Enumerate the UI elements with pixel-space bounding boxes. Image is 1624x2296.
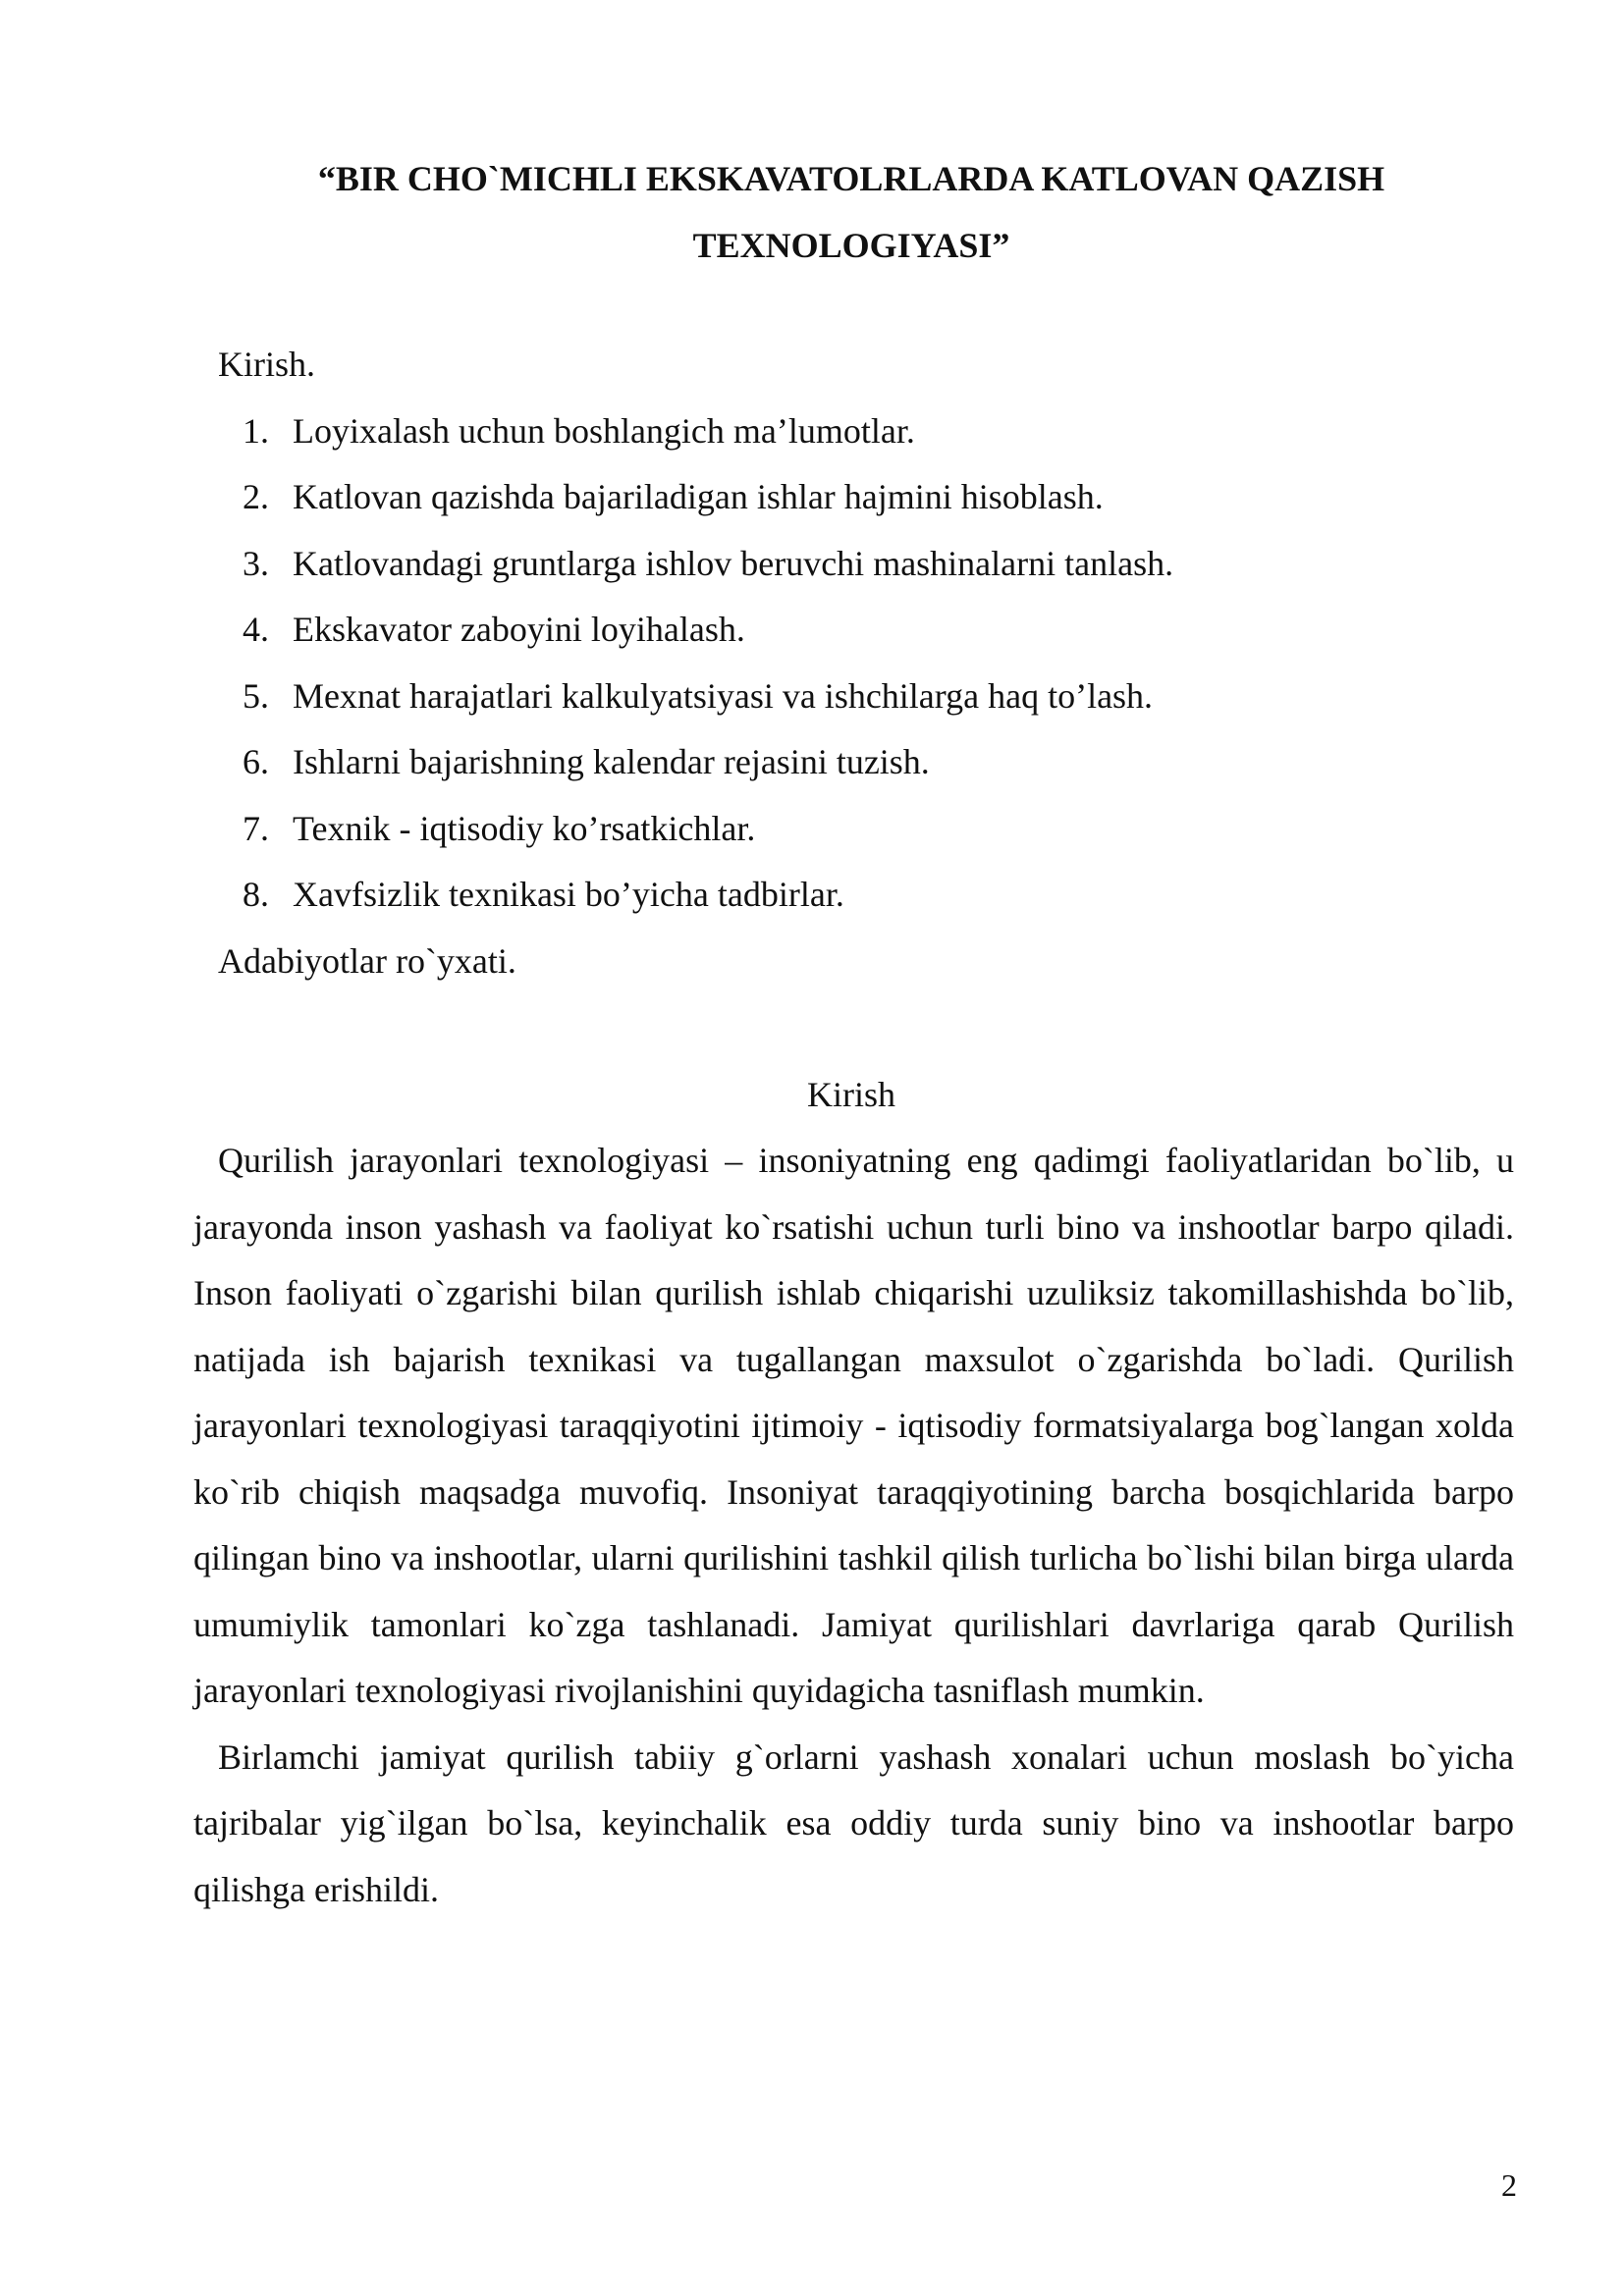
toc-item-text: Loyixalash uchun boshlangich ma’lumotlar. xyxy=(293,410,915,451)
document-title: “BIR CHO`MICHLI EKSKAVATOLRLARDA KATLOVAN QAZISH TEXNOLOGIYASI” xyxy=(317,159,1385,265)
toc-item xyxy=(218,464,1514,531)
paragraph: Qurilish jarayonlari texnologiyasi – insoniyatning eng qadimgi faoliyatlaridan bo`lib, u jarayonda inson yashash va faoliyat ko`rsatishi uchun turli bino va inshootlar barpo qiladi. Inson faoliyati o`zgarishi bilan qurilish ishlab chiqarishi uzuliksiz takomillashishda bo`lib, natijada ish bajarish texnikasi va tugallangan maxsulot o`zgarishda bo`ladi. Qurilish jarayonlari texnologiyasi taraqqiyotini ijtimoiy - iqtisodiy formatsiyalarga bog`langan xolda ko`rib chiqish maqsadga muvofiq. Insoniyat taraqqiyotining barcha bosqichlarida barpo qilingan bino va inshootlar, ularni qurilishini tashkil qilish turlicha bo`lishi bilan birga ularda umumiylik tamonlari ko`zga tashlanadi. Jamiyat qurilishlari davrlariga qarab Qurilish jarayonlari texnologiyasi rivojlanishini quyidagicha tasniflash mumkin. xyxy=(193,1141,1514,1710)
toc-item-text: Katlovan qazishda bajariladigan ishlar hajmini hisoblash. xyxy=(293,477,1104,516)
toc-item-number: 8. xyxy=(243,875,269,914)
section-heading: Kirish xyxy=(807,1075,895,1114)
toc-item-text: Ekskavator zaboyini loyihalash. xyxy=(293,610,745,649)
toc-item-text: Ishlarni bajarishning kalendar rejasini tuzish. xyxy=(293,742,930,781)
table-of-contents xyxy=(218,332,1514,994)
toc-item-number: 6. xyxy=(243,742,269,781)
toc-list xyxy=(218,399,1514,929)
toc-item-text: Texnik - iqtisodiy ko’rsatkichlar. xyxy=(293,808,756,848)
toc-references: Adabiyotlar ro`yxati. xyxy=(218,940,516,981)
toc-item-text: Xavfsizlik texnikasi bo’yicha tadbirlar. xyxy=(293,875,844,914)
toc-item xyxy=(218,531,1514,598)
toc-item-number: 7. xyxy=(243,808,269,848)
toc-item-number: 5. xyxy=(243,675,269,716)
toc-item xyxy=(218,597,1514,664)
toc-item-text: Katlovandagi gruntlarga ishlov beruvchi mashinalarni tanlash. xyxy=(293,543,1174,583)
toc-item xyxy=(218,664,1514,730)
toc-item-number: 4. xyxy=(243,610,269,649)
toc-item xyxy=(218,796,1514,863)
paragraph: Birlamchi jamiyat qurilish tabiiy g`orlarni yashash xonalari uchun moslash bo`yicha tajribalar yig`ilgan bo`lsa, keyinchalik esa oddiy turda suniy bino va inshootlar barpo qilishga erishildi. xyxy=(193,1736,1514,1909)
toc-intro: Kirish. xyxy=(218,345,315,384)
body-text xyxy=(193,1128,1514,1923)
toc-item xyxy=(218,399,1514,465)
toc-item xyxy=(218,729,1514,796)
toc-item-text: Mexnat harajatlari kalkulyatsiyasi va ishchilarga haq to’lash. xyxy=(293,675,1154,716)
toc-item-number: 1. xyxy=(243,410,269,451)
toc-item-number: 2. xyxy=(243,477,269,516)
toc-item xyxy=(218,862,1514,929)
page-number: 2 xyxy=(1501,2167,1517,2203)
toc-item-number: 3. xyxy=(243,543,269,583)
